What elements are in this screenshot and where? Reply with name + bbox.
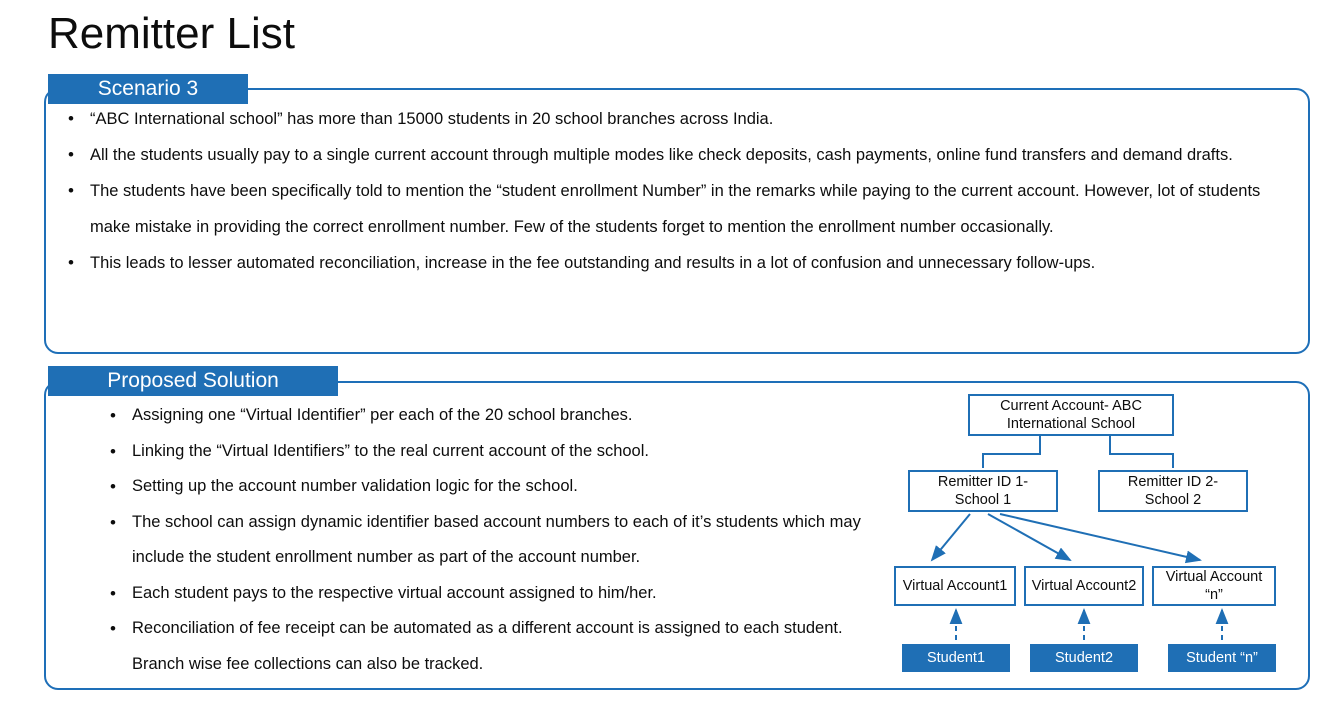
diagram-node-student-2: Student2	[1030, 644, 1138, 672]
scenario-tab-label: Scenario 3	[48, 74, 248, 104]
list-item: • Reconciliation of fee receipt can be automated as a different account is assigned to each student. Branch wise fee collections can also be tracked.	[100, 611, 870, 682]
list-item: • The students have been specifically told to mention the “student enrollment Number” in the remarks while paying to the current account. However, lot of students make mistake in providing the correct enrollment number. Few of the students forget to mention the enrollment number occasionally.	[58, 173, 1288, 245]
diagram-node-student-1: Student1	[902, 644, 1010, 672]
virtual-account-hierarchy-diagram	[880, 388, 1300, 683]
page-title: Remitter List	[48, 9, 295, 58]
diagram-node-virtual-account-2: Virtual Account2	[1024, 566, 1144, 606]
diagram-node-remitter-2: Remitter ID 2- School 2	[1098, 470, 1248, 512]
list-item: • Assigning one “Virtual Identifier” per each of the 20 school branches.	[100, 398, 870, 434]
list-item: • Setting up the account number validation logic for the school.	[100, 469, 870, 505]
list-item: • The school can assign dynamic identifier based account numbers to each of it’s students which may include the student enrollment number as part of the account number.	[100, 505, 870, 576]
diagram-node-virtual-account-1: Virtual Account1	[894, 566, 1016, 606]
proposed-solution-tab-label: Proposed Solution	[48, 366, 338, 396]
list-item: • Linking the “Virtual Identifiers” to the real current account of the school.	[100, 434, 870, 470]
diagram-node-remitter-1: Remitter ID 1- School 1	[908, 470, 1058, 512]
diagram-node-current-account: Current Account- ABC International School	[968, 394, 1174, 436]
list-item: • All the students usually pay to a single current account through multiple modes like check deposits, cash payments, online fund transfers and demand drafts.	[58, 137, 1288, 173]
list-item: • “ABC International school” has more than 15000 students in 20 school branches across India.	[58, 101, 1288, 137]
solution-bullet-list	[100, 398, 870, 682]
list-item: • This leads to lesser automated reconciliation, increase in the fee outstanding and results in a lot of confusion and unnecessary follow-ups.	[58, 245, 1288, 281]
diagram-node-virtual-account-n: Virtual Account “n”	[1152, 566, 1276, 606]
list-item: • Each student pays to the respective virtual account assigned to him/her.	[100, 576, 870, 612]
scenario-bullet-list	[58, 101, 1288, 281]
diagram-node-student-n: Student “n”	[1168, 644, 1276, 672]
